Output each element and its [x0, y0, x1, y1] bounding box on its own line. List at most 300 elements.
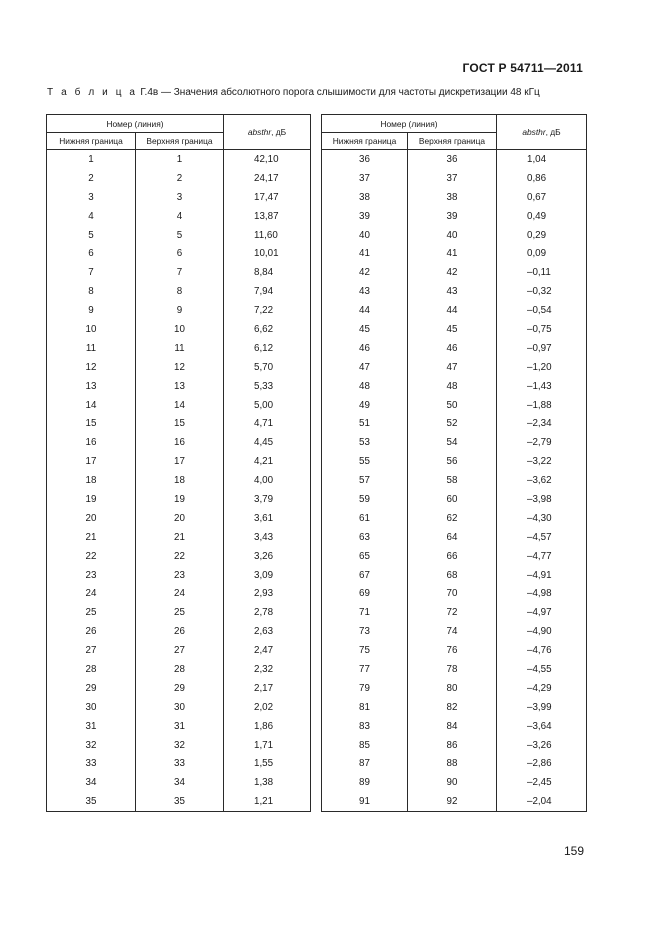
cell-lower-bound: 43 [322, 282, 408, 301]
cell-lower-bound: 35 [47, 792, 136, 811]
cell-lower-bound: 19 [47, 490, 136, 509]
cell-lower-bound: 4 [47, 207, 136, 226]
cell-lower-bound: 59 [322, 490, 408, 509]
cell-upper-bound: 45 [408, 320, 497, 339]
cell-upper-bound: 64 [408, 528, 497, 547]
cell-lower-bound: 36 [322, 150, 408, 169]
cell-upper-bound: 62 [408, 509, 497, 528]
cell-lower-bound: 39 [322, 207, 408, 226]
cell-absthr-value: 3,61 [224, 509, 311, 528]
table-row [47, 603, 311, 622]
cell-lower-bound: 20 [47, 509, 136, 528]
cell-upper-bound: 5 [136, 226, 224, 245]
cell-absthr-value: –0,54 [497, 301, 587, 320]
table-row [47, 207, 311, 226]
table-row [47, 528, 311, 547]
cell-lower-bound: 37 [322, 169, 408, 188]
cell-absthr-value: 2,17 [224, 679, 311, 698]
cell-lower-bound: 44 [322, 301, 408, 320]
cell-absthr-value: –0,32 [497, 282, 587, 301]
table-row [47, 698, 311, 717]
table-row [47, 471, 311, 490]
cell-absthr-value: 42,10 [224, 150, 311, 169]
cell-absthr-value: 4,45 [224, 433, 311, 452]
cell-upper-bound: 74 [408, 622, 497, 641]
table-row [47, 358, 311, 377]
cell-lower-bound: 42 [322, 263, 408, 282]
cell-upper-bound: 15 [136, 414, 224, 433]
cell-lower-bound: 48 [322, 377, 408, 396]
cell-lower-bound: 67 [322, 566, 408, 585]
table-row [322, 263, 587, 282]
cell-lower-bound: 5 [47, 226, 136, 245]
cell-lower-bound: 6 [47, 244, 136, 263]
cell-lower-bound: 13 [47, 377, 136, 396]
table-row [47, 490, 311, 509]
cell-upper-bound: 46 [408, 339, 497, 358]
cell-lower-bound: 89 [322, 773, 408, 792]
values-table-right [321, 114, 587, 812]
cell-absthr-value: 2,93 [224, 584, 311, 603]
cell-lower-bound: 16 [47, 433, 136, 452]
table-row [47, 150, 311, 169]
cell-lower-bound: 8 [47, 282, 136, 301]
table-row [322, 433, 587, 452]
cell-absthr-value: –4,55 [497, 660, 587, 679]
cell-upper-bound: 43 [408, 282, 497, 301]
cell-lower-bound: 83 [322, 717, 408, 736]
cell-upper-bound: 78 [408, 660, 497, 679]
cell-absthr-value: 3,26 [224, 547, 311, 566]
table-row [322, 452, 587, 471]
cell-upper-bound: 82 [408, 698, 497, 717]
table-row [322, 736, 587, 755]
cell-absthr-value: 11,60 [224, 226, 311, 245]
cell-lower-bound: 79 [322, 679, 408, 698]
table-row [47, 433, 311, 452]
cell-absthr-value: 6,12 [224, 339, 311, 358]
header-upper-bound: Верхняя граница [136, 133, 224, 150]
cell-upper-bound: 60 [408, 490, 497, 509]
cell-upper-bound: 70 [408, 584, 497, 603]
page-number: 159 [563, 844, 584, 858]
cell-absthr-value: 5,00 [224, 396, 311, 415]
table-row [47, 622, 311, 641]
cell-upper-bound: 50 [408, 396, 497, 415]
table-row [322, 679, 587, 698]
cell-absthr-value: 0,29 [497, 226, 587, 245]
table-row [322, 358, 587, 377]
table-row [322, 490, 587, 509]
cell-lower-bound: 47 [322, 358, 408, 377]
cell-absthr-value: –1,43 [497, 377, 587, 396]
cell-lower-bound: 15 [47, 414, 136, 433]
cell-absthr-value: –4,97 [497, 603, 587, 622]
cell-lower-bound: 32 [47, 736, 136, 755]
cell-upper-bound: 1 [136, 150, 224, 169]
table-row [322, 339, 587, 358]
cell-lower-bound: 45 [322, 320, 408, 339]
cell-absthr-value: 1,04 [497, 150, 587, 169]
cell-absthr-value: 3,43 [224, 528, 311, 547]
table-row [322, 169, 587, 188]
cell-upper-bound: 92 [408, 792, 497, 811]
table-row [47, 717, 311, 736]
table-row [322, 773, 587, 792]
table-row [47, 377, 311, 396]
table-row [47, 169, 311, 188]
table-row [322, 717, 587, 736]
cell-absthr-value: 0,49 [497, 207, 587, 226]
cell-absthr-value: –2,45 [497, 773, 587, 792]
cell-upper-bound: 30 [136, 698, 224, 717]
cell-lower-bound: 63 [322, 528, 408, 547]
cell-lower-bound: 26 [47, 622, 136, 641]
cell-lower-bound: 73 [322, 622, 408, 641]
header-absthr-unit: , дБ [271, 127, 287, 137]
cell-lower-bound: 31 [47, 717, 136, 736]
cell-absthr-value: 0,86 [497, 169, 587, 188]
cell-lower-bound: 9 [47, 301, 136, 320]
table-row [322, 244, 587, 263]
cell-lower-bound: 21 [47, 528, 136, 547]
table-row [322, 792, 587, 811]
cell-upper-bound: 90 [408, 773, 497, 792]
cell-upper-bound: 26 [136, 622, 224, 641]
cell-upper-bound: 76 [408, 641, 497, 660]
cell-absthr-value: –0,11 [497, 263, 587, 282]
cell-lower-bound: 87 [322, 755, 408, 774]
cell-absthr-value: –4,77 [497, 547, 587, 566]
cell-upper-bound: 3 [136, 188, 224, 207]
cell-absthr-value: 8,84 [224, 263, 311, 282]
cell-lower-bound: 77 [322, 660, 408, 679]
cell-upper-bound: 68 [408, 566, 497, 585]
cell-upper-bound: 42 [408, 263, 497, 282]
cell-upper-bound: 16 [136, 433, 224, 452]
table-row [322, 528, 587, 547]
cell-upper-bound: 54 [408, 433, 497, 452]
table-row [322, 226, 587, 245]
table-caption-text: Г.4в — Значения абсолютного порога слышимости для частоты дискретизации 48 кГц [140, 87, 540, 98]
cell-upper-bound: 9 [136, 301, 224, 320]
table-caption [47, 87, 540, 98]
cell-upper-bound: 56 [408, 452, 497, 471]
cell-upper-bound: 23 [136, 566, 224, 585]
table-row [47, 547, 311, 566]
table-row [47, 452, 311, 471]
table-row [322, 396, 587, 415]
table-caption-prefix: Т а б л и ц а [47, 87, 138, 98]
cell-upper-bound: 32 [136, 736, 224, 755]
cell-upper-bound: 20 [136, 509, 224, 528]
cell-absthr-value: 6,62 [224, 320, 311, 339]
cell-lower-bound: 38 [322, 188, 408, 207]
cell-absthr-value: 13,87 [224, 207, 311, 226]
cell-upper-bound: 44 [408, 301, 497, 320]
cell-lower-bound: 1 [47, 150, 136, 169]
cell-absthr-value: 5,70 [224, 358, 311, 377]
table-row [47, 792, 311, 811]
cell-lower-bound: 91 [322, 792, 408, 811]
cell-absthr-value: 7,22 [224, 301, 311, 320]
table-row [47, 566, 311, 585]
cell-lower-bound: 71 [322, 603, 408, 622]
cell-absthr-value: 4,00 [224, 471, 311, 490]
cell-upper-bound: 29 [136, 679, 224, 698]
table-row [47, 226, 311, 245]
cell-absthr-value: 1,21 [224, 792, 311, 811]
cell-absthr-value: 4,21 [224, 452, 311, 471]
cell-upper-bound: 38 [408, 188, 497, 207]
cell-lower-bound: 40 [322, 226, 408, 245]
cell-lower-bound: 27 [47, 641, 136, 660]
cell-upper-bound: 80 [408, 679, 497, 698]
table-row [47, 773, 311, 792]
table-row [47, 396, 311, 415]
cell-absthr-value: –1,88 [497, 396, 587, 415]
cell-lower-bound: 49 [322, 396, 408, 415]
cell-lower-bound: 65 [322, 547, 408, 566]
cell-absthr-value: –2,86 [497, 755, 587, 774]
cell-upper-bound: 13 [136, 377, 224, 396]
cell-lower-bound: 7 [47, 263, 136, 282]
table-row [47, 244, 311, 263]
table-row [47, 755, 311, 774]
cell-lower-bound: 2 [47, 169, 136, 188]
cell-lower-bound: 14 [47, 396, 136, 415]
cell-lower-bound: 75 [322, 641, 408, 660]
cell-absthr-value: –2,34 [497, 414, 587, 433]
table-row [322, 301, 587, 320]
cell-absthr-value: –2,79 [497, 433, 587, 452]
cell-absthr-value: 1,86 [224, 717, 311, 736]
cell-upper-bound: 72 [408, 603, 497, 622]
table-row [47, 188, 311, 207]
cell-upper-bound: 37 [408, 169, 497, 188]
cell-lower-bound: 69 [322, 584, 408, 603]
cell-upper-bound: 2 [136, 169, 224, 188]
cell-absthr-value: –3,22 [497, 452, 587, 471]
cell-upper-bound: 31 [136, 717, 224, 736]
header-absthr-symbol: absthr [247, 127, 272, 137]
table-row [47, 320, 311, 339]
table-row [322, 547, 587, 566]
cell-lower-bound: 24 [47, 584, 136, 603]
cell-upper-bound: 84 [408, 717, 497, 736]
table-row [322, 150, 587, 169]
cell-absthr-value: –4,29 [497, 679, 587, 698]
cell-absthr-value: –1,20 [497, 358, 587, 377]
header-lower-bound: Нижняя граница [47, 133, 136, 150]
table-row [47, 509, 311, 528]
cell-upper-bound: 25 [136, 603, 224, 622]
cell-lower-bound: 10 [47, 320, 136, 339]
cell-lower-bound: 11 [47, 339, 136, 358]
cell-absthr-value: –3,98 [497, 490, 587, 509]
table-body-right [322, 150, 587, 812]
cell-upper-bound: 19 [136, 490, 224, 509]
cell-upper-bound: 66 [408, 547, 497, 566]
cell-absthr-value: –4,76 [497, 641, 587, 660]
cell-upper-bound: 7 [136, 263, 224, 282]
cell-absthr-value: 1,55 [224, 755, 311, 774]
cell-lower-bound: 41 [322, 244, 408, 263]
cell-absthr-value: –4,91 [497, 566, 587, 585]
cell-absthr-value: –3,26 [497, 736, 587, 755]
table-row [322, 603, 587, 622]
cell-upper-bound: 21 [136, 528, 224, 547]
cell-upper-bound: 17 [136, 452, 224, 471]
cell-absthr-value: 5,33 [224, 377, 311, 396]
cell-absthr-value: 17,47 [224, 188, 311, 207]
table-row [322, 584, 587, 603]
table-body-left [47, 150, 311, 812]
cell-upper-bound: 12 [136, 358, 224, 377]
header-absthr [497, 115, 587, 150]
table-row [322, 320, 587, 339]
cell-absthr-value: 0,67 [497, 188, 587, 207]
cell-lower-bound: 30 [47, 698, 136, 717]
table-row [322, 622, 587, 641]
cell-upper-bound: 58 [408, 471, 497, 490]
cell-absthr-value: 2,47 [224, 641, 311, 660]
values-table-left [46, 114, 311, 812]
cell-upper-bound: 14 [136, 396, 224, 415]
cell-absthr-value: 1,38 [224, 773, 311, 792]
table-row [47, 641, 311, 660]
table-row [47, 339, 311, 358]
table-row [322, 282, 587, 301]
document-code: ГОСТ Р 54711—2011 [462, 61, 583, 75]
cell-lower-bound: 22 [47, 547, 136, 566]
cell-absthr-value: 7,94 [224, 282, 311, 301]
cell-absthr-value: 2,02 [224, 698, 311, 717]
cell-lower-bound: 25 [47, 603, 136, 622]
header-absthr [224, 115, 311, 150]
cell-absthr-value: –0,97 [497, 339, 587, 358]
cell-lower-bound: 57 [322, 471, 408, 490]
cell-absthr-value: 2,78 [224, 603, 311, 622]
cell-absthr-value: 0,09 [497, 244, 587, 263]
cell-upper-bound: 28 [136, 660, 224, 679]
cell-upper-bound: 6 [136, 244, 224, 263]
header-absthr-symbol: absthr [522, 127, 546, 137]
cell-absthr-value: –4,90 [497, 622, 587, 641]
cell-lower-bound: 53 [322, 433, 408, 452]
table-row [322, 377, 587, 396]
table-row [322, 414, 587, 433]
header-lower-bound: Нижняя граница [322, 133, 408, 150]
cell-absthr-value: –4,57 [497, 528, 587, 547]
cell-lower-bound: 55 [322, 452, 408, 471]
table-row [322, 698, 587, 717]
cell-absthr-value: 3,09 [224, 566, 311, 585]
cell-lower-bound: 51 [322, 414, 408, 433]
table-row [322, 188, 587, 207]
header-number-line: Номер (линия) [322, 115, 497, 133]
cell-upper-bound: 39 [408, 207, 497, 226]
cell-absthr-value: –4,98 [497, 584, 587, 603]
cell-upper-bound: 35 [136, 792, 224, 811]
table-row [47, 679, 311, 698]
table-row [47, 660, 311, 679]
table-row [47, 414, 311, 433]
cell-lower-bound: 34 [47, 773, 136, 792]
cell-upper-bound: 27 [136, 641, 224, 660]
header-upper-bound: Верхняя граница [408, 133, 497, 150]
cell-absthr-value: 2,32 [224, 660, 311, 679]
cell-upper-bound: 8 [136, 282, 224, 301]
cell-lower-bound: 61 [322, 509, 408, 528]
cell-lower-bound: 46 [322, 339, 408, 358]
cell-lower-bound: 3 [47, 188, 136, 207]
cell-absthr-value: 3,79 [224, 490, 311, 509]
cell-lower-bound: 85 [322, 736, 408, 755]
table-row [322, 641, 587, 660]
header-absthr-unit: , дБ [545, 127, 561, 137]
cell-upper-bound: 4 [136, 207, 224, 226]
cell-upper-bound: 40 [408, 226, 497, 245]
cell-absthr-value: 24,17 [224, 169, 311, 188]
table-row [47, 282, 311, 301]
cell-upper-bound: 22 [136, 547, 224, 566]
cell-upper-bound: 88 [408, 755, 497, 774]
table-row [322, 755, 587, 774]
header-number-line: Номер (линия) [47, 115, 224, 133]
cell-lower-bound: 18 [47, 471, 136, 490]
cell-lower-bound: 81 [322, 698, 408, 717]
cell-lower-bound: 12 [47, 358, 136, 377]
cell-lower-bound: 29 [47, 679, 136, 698]
cell-upper-bound: 11 [136, 339, 224, 358]
table-row [322, 660, 587, 679]
cell-lower-bound: 33 [47, 755, 136, 774]
cell-absthr-value: –3,64 [497, 717, 587, 736]
table-row [322, 207, 587, 226]
cell-absthr-value: –2,04 [497, 792, 587, 811]
cell-absthr-value: 4,71 [224, 414, 311, 433]
cell-absthr-value: –0,75 [497, 320, 587, 339]
table-row [322, 566, 587, 585]
cell-absthr-value: 2,63 [224, 622, 311, 641]
table-row [322, 509, 587, 528]
cell-lower-bound: 17 [47, 452, 136, 471]
cell-lower-bound: 28 [47, 660, 136, 679]
cell-upper-bound: 52 [408, 414, 497, 433]
cell-upper-bound: 18 [136, 471, 224, 490]
table-row [47, 263, 311, 282]
cell-upper-bound: 47 [408, 358, 497, 377]
table-row [47, 736, 311, 755]
cell-lower-bound: 23 [47, 566, 136, 585]
cell-upper-bound: 33 [136, 755, 224, 774]
cell-absthr-value: –4,30 [497, 509, 587, 528]
cell-absthr-value: –3,99 [497, 698, 587, 717]
cell-absthr-value: –3,62 [497, 471, 587, 490]
cell-upper-bound: 41 [408, 244, 497, 263]
cell-upper-bound: 48 [408, 377, 497, 396]
table-row [47, 584, 311, 603]
cell-upper-bound: 34 [136, 773, 224, 792]
cell-absthr-value: 10,01 [224, 244, 311, 263]
cell-upper-bound: 86 [408, 736, 497, 755]
table-row [47, 301, 311, 320]
cell-absthr-value: 1,71 [224, 736, 311, 755]
cell-upper-bound: 24 [136, 584, 224, 603]
cell-upper-bound: 10 [136, 320, 224, 339]
cell-upper-bound: 36 [408, 150, 497, 169]
